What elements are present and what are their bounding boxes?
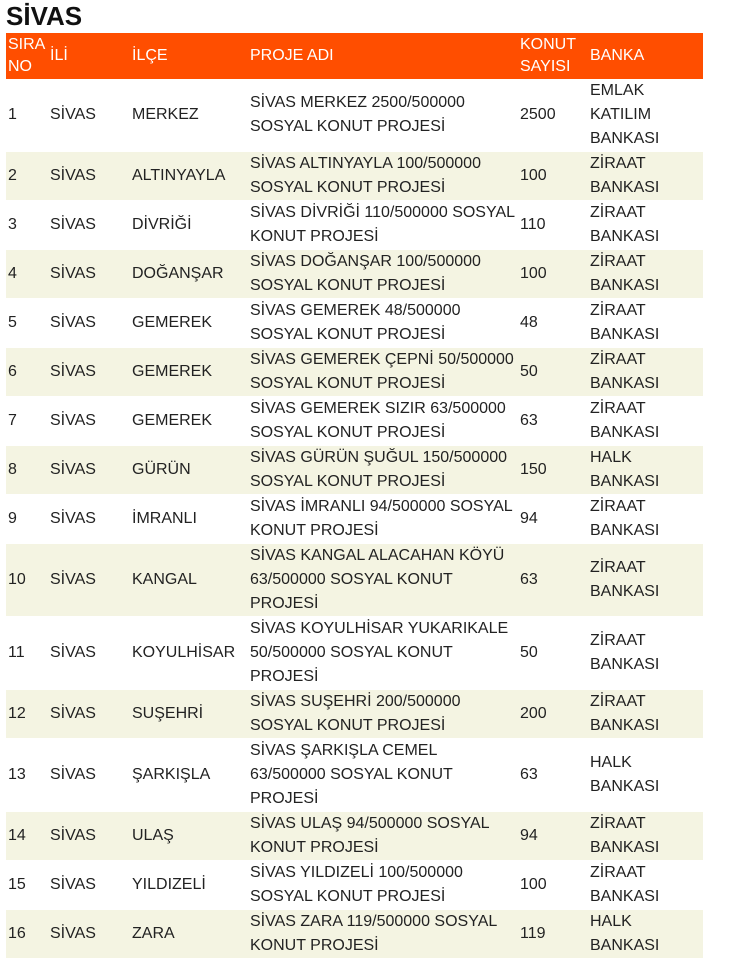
cell-konut-sayisi: 119 [520, 925, 546, 942]
cell-sira-no: 9 [8, 510, 17, 527]
cell-proje-adi: SİVAS GÜRÜN ŞUĞUL 150/500000 SOSYAL KONUT PROJESİ [250, 449, 508, 490]
cell-il: SİVAS [50, 461, 96, 478]
cell-sira-no: 10 [8, 571, 26, 588]
cell-sira-no: 8 [8, 461, 17, 478]
cell-il: SİVAS [50, 925, 96, 942]
cell-sira-no: 2 [8, 167, 17, 184]
cell-proje-adi: SİVAS ULAŞ 94/500000 SOSYAL KONUT PROJESİ [250, 815, 489, 856]
table-row [6, 617, 703, 690]
housing-projects-table [6, 33, 703, 959]
cell-sira-no: 11 [8, 644, 25, 661]
cell-proje-adi: SİVAS ALTINYAYLA 100/500000 SOSYAL KONUT PROJESİ [250, 155, 481, 196]
cell-ilce: GEMEREK [132, 314, 213, 331]
cell-sira-no: 14 [8, 827, 26, 844]
table-row [6, 397, 703, 446]
table-header-row [6, 33, 703, 79]
cell-proje-adi: SİVAS KOYULHİSAR YUKARIKALE 50/500000 SOSYAL KONUT PROJESİ [250, 620, 509, 685]
cell-ilce: KOYULHİSAR [132, 644, 236, 661]
cell-konut-sayisi: 50 [520, 644, 538, 661]
cell-proje-adi: SİVAS ŞARKIŞLA CEMEL 63/500000 SOSYAL KONUT PROJESİ [250, 742, 453, 807]
cell-il: SİVAS [50, 510, 96, 527]
cell-konut-sayisi: 50 [520, 363, 538, 380]
cell-ilce: ALTINYAYLA [132, 167, 226, 184]
cell-sira-no: 16 [8, 925, 26, 942]
column-header-ilce: İLÇE [130, 33, 248, 79]
column-header-il: İLİ [48, 33, 130, 79]
cell-il: SİVAS [50, 644, 96, 661]
cell-il: SİVAS [50, 314, 96, 331]
cell-proje-adi: SİVAS ZARA 119/500000 SOSYAL KONUT PROJESİ [250, 913, 497, 954]
cell-konut-sayisi: 100 [520, 265, 547, 282]
cell-proje-adi: SİVAS KANGAL ALACAHAN KÖYÜ 63/500000 SOSYAL KONUT PROJESİ [250, 547, 505, 612]
cell-banka: HALK BANKASI [590, 754, 660, 795]
column-header-proje-adi: PROJE ADI [248, 33, 518, 79]
cell-ilce: GÜRÜN [132, 461, 191, 478]
table-row [6, 79, 703, 152]
cell-ilce: İMRANLI [132, 510, 197, 527]
cell-konut-sayisi: 63 [520, 412, 538, 429]
cell-konut-sayisi: 100 [520, 167, 547, 184]
cell-il: SİVAS [50, 876, 96, 893]
cell-ilce: GEMEREK [132, 412, 213, 429]
cell-banka: HALK BANKASI [590, 449, 660, 490]
cell-ilce: ULAŞ [132, 827, 174, 844]
cell-il: SİVAS [50, 265, 96, 282]
cell-konut-sayisi: 150 [520, 461, 547, 478]
cell-ilce: GEMEREK [132, 363, 213, 380]
cell-ilce: KANGAL [132, 571, 197, 588]
cell-banka: EMLAK KATILIM BANKASI [590, 82, 660, 147]
cell-proje-adi: SİVAS MERKEZ 2500/500000 SOSYAL KONUT PROJESİ [250, 94, 465, 135]
cell-ilce: MERKEZ [132, 106, 199, 123]
cell-banka: HALK BANKASI [590, 913, 660, 954]
cell-proje-adi: SİVAS GEMEREK SIZIR 63/500000 SOSYAL KONUT PROJESİ [250, 400, 506, 441]
cell-banka: ZİRAAT BANKASI [590, 559, 660, 600]
cell-banka: ZİRAAT BANKASI [590, 204, 660, 245]
cell-banka: ZİRAAT BANKASI [590, 155, 660, 196]
table-row [6, 446, 703, 495]
cell-ilce: ŞARKIŞLA [132, 766, 211, 783]
table-row [6, 348, 703, 397]
cell-sira-no: 12 [8, 705, 26, 722]
cell-proje-adi: SİVAS İMRANLI 94/500000 SOSYAL KONUT PROJESİ [250, 498, 513, 539]
cell-il: SİVAS [50, 412, 96, 429]
cell-sira-no: 13 [8, 766, 26, 783]
cell-banka: ZİRAAT BANKASI [590, 815, 660, 856]
cell-il: SİVAS [50, 106, 96, 123]
table-row [6, 861, 703, 910]
column-header-sira-no: SIRA NO [6, 33, 48, 79]
table-row [6, 299, 703, 348]
cell-sira-no: 6 [8, 363, 17, 380]
cell-konut-sayisi: 48 [520, 314, 538, 331]
cell-sira-no: 4 [8, 265, 17, 282]
cell-konut-sayisi: 63 [520, 571, 538, 588]
table-row [6, 544, 703, 617]
cell-ilce: DİVRİĞİ [132, 216, 192, 233]
table-row [6, 690, 703, 739]
cell-banka: ZİRAAT BANKASI [590, 632, 660, 673]
cell-sira-no: 3 [8, 216, 17, 233]
cell-ilce: DOĞANŞAR [132, 265, 224, 282]
column-header-konut-sayisi: KONUT SAYISI [518, 33, 588, 79]
cell-proje-adi: SİVAS SUŞEHRİ 200/500000 SOSYAL KONUT PROJESİ [250, 693, 461, 734]
column-header-banka: BANKA [588, 33, 703, 79]
cell-il: SİVAS [50, 216, 96, 233]
table-row [6, 250, 703, 299]
cell-konut-sayisi: 200 [520, 705, 547, 722]
table-row [6, 152, 703, 201]
cell-konut-sayisi: 94 [520, 510, 538, 527]
cell-banka: ZİRAAT BANKASI [590, 253, 660, 294]
cell-konut-sayisi: 100 [520, 876, 547, 893]
table-row [6, 495, 703, 544]
cell-ilce: YILDIZELİ [132, 876, 206, 893]
cell-proje-adi: SİVAS GEMEREK ÇEPNİ 50/500000 SOSYAL KONUT PROJESİ [250, 351, 514, 392]
cell-il: SİVAS [50, 827, 96, 844]
cell-proje-adi: SİVAS DİVRİĞİ 110/500000 SOSYAL KONUT PROJESİ [250, 204, 515, 245]
cell-ilce: SUŞEHRİ [132, 705, 204, 722]
cell-sira-no: 5 [8, 314, 17, 331]
cell-sira-no: 15 [8, 876, 26, 893]
cell-banka: ZİRAAT BANKASI [590, 302, 660, 343]
page-title: SİVAS [6, 1, 83, 31]
table-row [6, 910, 703, 959]
cell-il: SİVAS [50, 571, 96, 588]
cell-banka: ZİRAAT BANKASI [590, 693, 660, 734]
cell-il: SİVAS [50, 766, 96, 783]
table-row [6, 201, 703, 250]
cell-sira-no: 1 [8, 106, 17, 123]
cell-ilce: ZARA [132, 925, 175, 942]
cell-banka: ZİRAAT BANKASI [590, 498, 660, 539]
table-row [6, 812, 703, 861]
cell-banka: ZİRAAT BANKASI [590, 864, 660, 905]
cell-proje-adi: SİVAS DOĞANŞAR 100/500000 SOSYAL KONUT PROJESİ [250, 253, 481, 294]
cell-konut-sayisi: 2500 [520, 106, 556, 123]
cell-konut-sayisi: 94 [520, 827, 538, 844]
cell-il: SİVAS [50, 167, 96, 184]
cell-sira-no: 7 [8, 412, 17, 429]
cell-konut-sayisi: 110 [520, 216, 546, 233]
table-row [6, 739, 703, 812]
cell-banka: ZİRAAT BANKASI [590, 400, 660, 441]
cell-banka: ZİRAAT BANKASI [590, 351, 660, 392]
cell-il: SİVAS [50, 363, 96, 380]
cell-proje-adi: SİVAS GEMEREK 48/500000 SOSYAL KONUT PROJESİ [250, 302, 461, 343]
cell-konut-sayisi: 63 [520, 766, 538, 783]
cell-il: SİVAS [50, 705, 96, 722]
cell-proje-adi: SİVAS YILDIZELİ 100/500000 SOSYAL KONUT PROJESİ [250, 864, 463, 905]
